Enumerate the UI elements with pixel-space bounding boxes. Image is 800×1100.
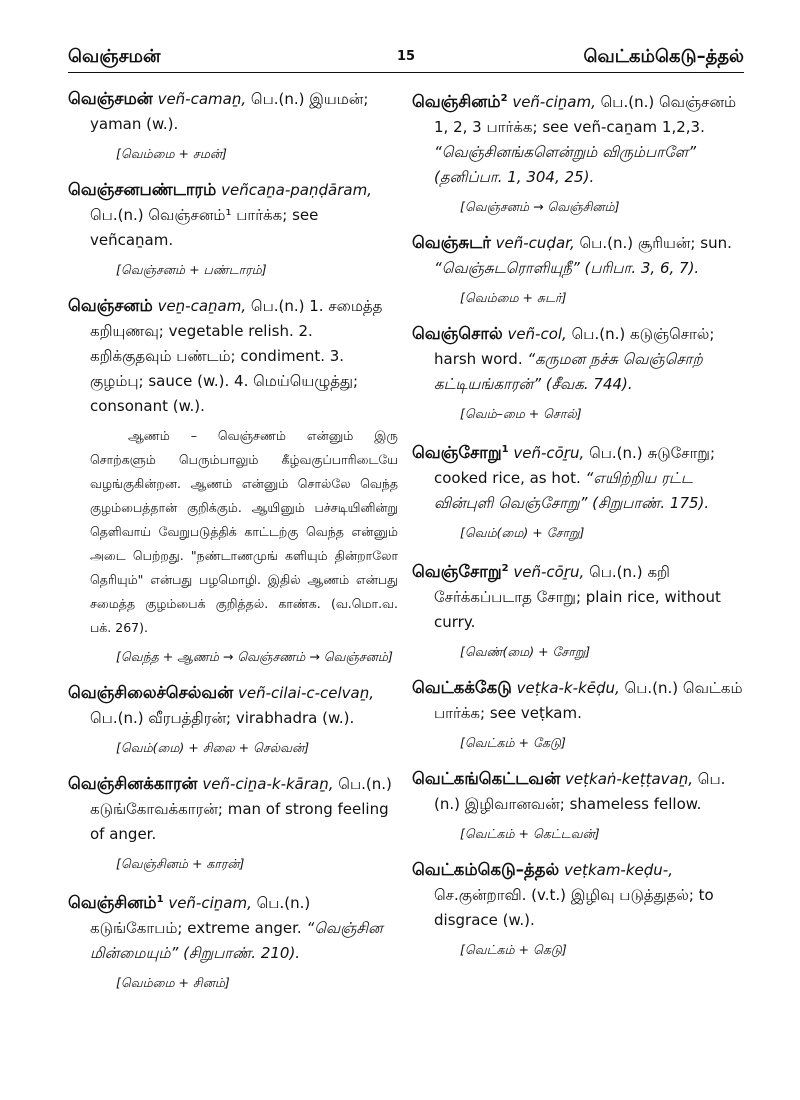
usage-note: ஆணம் – வெஞ்சணம் என்னும் இரு சொற்களும் பெரும்பாலும் கீழ்வகுப்பாரிடையே வழங்குகின்றன. ஆணம் என்னும் சொல்லே வெந்த குழம்பைத்தான் குறிக்கும். ஆயினும் பச்சடியினின்று தெளிவாய் வேறுபடுத்திக் காட்டற்கு வெந்த என்னும் அடை பெற்றது. "நண்டாணமுங் களியும் தின்றாலோ தெரியும்" என்பது பழமொழி. இதில் ஆணம் என்பது சமைத்த குழம்பைக் குறித்தல். காண்க. (வ.மொ.வ. பக். 267). [90, 428, 398, 635]
etymology: [வெந்த + ஆணம் → வெஞ்சணம் → வெஞ்சனம்] [116, 649, 393, 664]
definition: வெஞ்சனம்¹ பார்க்க; see veñcaṉam. [90, 206, 319, 249]
etymology: [வெட்கம் + கெட்டவன்] [460, 826, 600, 841]
transliteration: veṭkaṅ-keṭṭavaṉ, [565, 770, 694, 788]
left-column [68, 86, 398, 1006]
part-of-speech: பெ.(n.) [250, 90, 305, 108]
homonym-number: 1 [156, 894, 164, 905]
definition: இயமன்; yaman (w.). [90, 90, 369, 133]
definition: 1. சமைத்த கறியுணவு; vegetable relish. 2. கறிக்குதவும் பண்டம்; condiment. 3. குழம்பு; sauce (w.). 4. மெய்யெழுத்து; consonant (w.). [90, 297, 383, 415]
headword: வெஞ்சோறு [412, 562, 502, 581]
dictionary-entry [68, 86, 398, 137]
dictionary-entry [68, 293, 398, 419]
headword: வெஞ்சமன் [68, 89, 153, 108]
headword: வெஞ்சினக்காரன் [68, 774, 198, 793]
dictionary-entry [412, 857, 744, 933]
transliteration: veñ-cōṟu, [513, 563, 585, 581]
headword: வெட்கக்கேடு [412, 678, 512, 697]
citation-source: (சீவக. 744). [545, 375, 633, 393]
etymology: [வெம்மை + சினம்] [116, 975, 230, 990]
definition: சுடுசோறு; cooked rice, as hot. [434, 444, 715, 487]
definition: இழிவானவன்; shameless fellow. [464, 795, 702, 813]
definition: வெஞ்சனம் 1, 2, 3 பார்க்க; see veñ-caṉam 1,2,3. [434, 93, 737, 136]
part-of-speech: செ.குன்றாவி. (v.t.) [434, 886, 567, 904]
right-column [412, 86, 744, 973]
headword: வெஞ்சொல் [412, 324, 503, 343]
dictionary-entry [412, 321, 744, 397]
etymology: [வெண்(மை) + சோறு] [460, 644, 591, 659]
etymology: [வெஞ்சினம் + காரன்] [116, 856, 245, 871]
dictionary-entry [68, 887, 398, 966]
headword: வெஞ்சனம் [68, 296, 153, 315]
part-of-speech: பெ.(n.) [90, 206, 144, 224]
running-head-right: வெட்கம்கெடு–த்தல் [583, 46, 744, 67]
part-of-speech: பெ.(n.) [589, 563, 643, 581]
transliteration: veṉ-caṉam, [157, 297, 247, 315]
dictionary-entry [412, 675, 744, 726]
dictionary-entry [412, 86, 744, 190]
part-of-speech: பெ.(n.) [579, 234, 634, 252]
headword: வெஞ்சினம் [412, 92, 501, 111]
etymology: [வெம்மை + சுடர்] [460, 290, 567, 305]
transliteration: veñ-col, [507, 325, 567, 343]
definition: கடுஞ்சொல்; harsh word. [434, 325, 715, 368]
transliteration: veñ-ciṉam, [168, 894, 252, 912]
headword: வெஞ்சனபண்டாரம் [68, 180, 217, 199]
homonym-number: 2 [501, 563, 509, 574]
part-of-speech: பெ.(n.) [338, 775, 392, 793]
etymology: [வெஞ்சனம் + பண்டாரம்] [116, 262, 267, 277]
headword: வெஞ்சோறு [412, 443, 502, 462]
dictionary-entry [412, 766, 744, 817]
headword: வெட்கம்கெடு–த்தல் [412, 860, 560, 879]
transliteration: veṭka-k-kēḍu, [516, 679, 620, 697]
part-of-speech: பெ.(n.) [90, 709, 144, 727]
headword: வெஞ்சுடர் [412, 233, 491, 252]
dictionary-entry [68, 177, 398, 253]
part-of-speech: பெ.(n.) [571, 325, 626, 343]
part-of-speech: பெ.(n.) [434, 770, 726, 813]
definition: வெட்கம் பார்க்க; see veṭkam. [434, 679, 743, 722]
definition: இழிவு படுத்துதல்; to disgrace (w.). [434, 886, 714, 929]
transliteration: veñ-ciṉam, [512, 93, 596, 111]
transliteration: veñ-camaṉ, [157, 90, 247, 108]
running-head-left: வெஞ்சமன் [68, 46, 161, 67]
etymology: [வெம்(மை) + சோறு] [460, 525, 585, 540]
homonym-number: 1 [501, 444, 509, 455]
part-of-speech: பெ.(n.) [589, 444, 643, 462]
transliteration: veñ-cilai-c-celvaṉ, [237, 684, 375, 702]
transliteration: veṭkam-keḍu-, [563, 861, 673, 879]
headword: வெஞ்சினம் [68, 893, 157, 912]
dictionary-entry [412, 230, 744, 281]
citation-source: (தனிப்பா. 1, 304, 25). [434, 168, 595, 186]
etymology: [வெஞ்சனம் → வெஞ்சினம்] [460, 199, 620, 214]
citation-quote: “எயிற்றிய ரட்ட வின்புளி வெஞ்சோறு” [434, 469, 693, 512]
part-of-speech: பெ.(n.) [600, 93, 655, 111]
etymology: [வெம்(மை) + சிலை + செல்வன்] [116, 740, 310, 755]
etymology: [வெம்மை + சமன்] [116, 146, 227, 161]
definition: கறி சேர்க்கப்படாத சோறு; plain rice, without curry. [434, 563, 721, 631]
part-of-speech: பெ.(n.) [624, 679, 679, 697]
etymology: [வெட்கம் + கேடு] [460, 735, 566, 750]
citation-quote: “வெஞ்சின மின்மையும்” [90, 919, 383, 962]
header-rule [68, 72, 744, 73]
transliteration: veñ-cuḍar, [495, 234, 575, 252]
etymology: [வெம்–மை + சொல்] [460, 406, 582, 421]
definition: கடுங்கோவக்காரன்; man of strong feeling of anger. [90, 800, 389, 843]
citation-quote: “வெஞ்சினங்களென்றும் விரும்பாளே” [434, 143, 697, 161]
citation-source: (சிறுபாண். 210). [183, 944, 301, 962]
citation-quote: “வெஞ்சுடரொளியுநீ” [434, 259, 580, 277]
headword: வெட்கங்கெட்டவன் [412, 769, 561, 788]
dictionary-entry [68, 680, 398, 731]
citation-source: (பரிபா. 3, 6, 7). [584, 259, 700, 277]
transliteration: veñ-ciṉa-k-kāraṉ, [202, 775, 334, 793]
dictionary-entry [412, 556, 744, 635]
transliteration: veñ-cōṟu, [513, 444, 585, 462]
citation-quote: “கருமன நச்சு வெஞ்சொற் கட்டியங்காரன்” [434, 350, 703, 393]
headword: வெஞ்சிலைச்செல்வன் [68, 683, 234, 702]
etymology: [வெட்கம் + கெடு] [460, 942, 567, 957]
homonym-number: 2 [500, 93, 508, 104]
dictionary-entry [68, 771, 398, 847]
page-number: 15 [396, 49, 416, 64]
page-header [68, 40, 744, 74]
definition: வீரபத்திரன்; virabhadra (w.). [148, 709, 355, 727]
transliteration: veñcaṉa-paṇḍāram, [221, 181, 372, 199]
part-of-speech: பெ.(n.) [250, 297, 305, 315]
definition: கடுங்கோபம்; extreme anger. [90, 919, 302, 937]
definition: சூரியன்; sun. [637, 234, 732, 252]
citation-source: (சிறுபாண். 175). [592, 494, 710, 512]
part-of-speech: பெ.(n.) [256, 894, 311, 912]
dictionary-entry [412, 437, 744, 516]
